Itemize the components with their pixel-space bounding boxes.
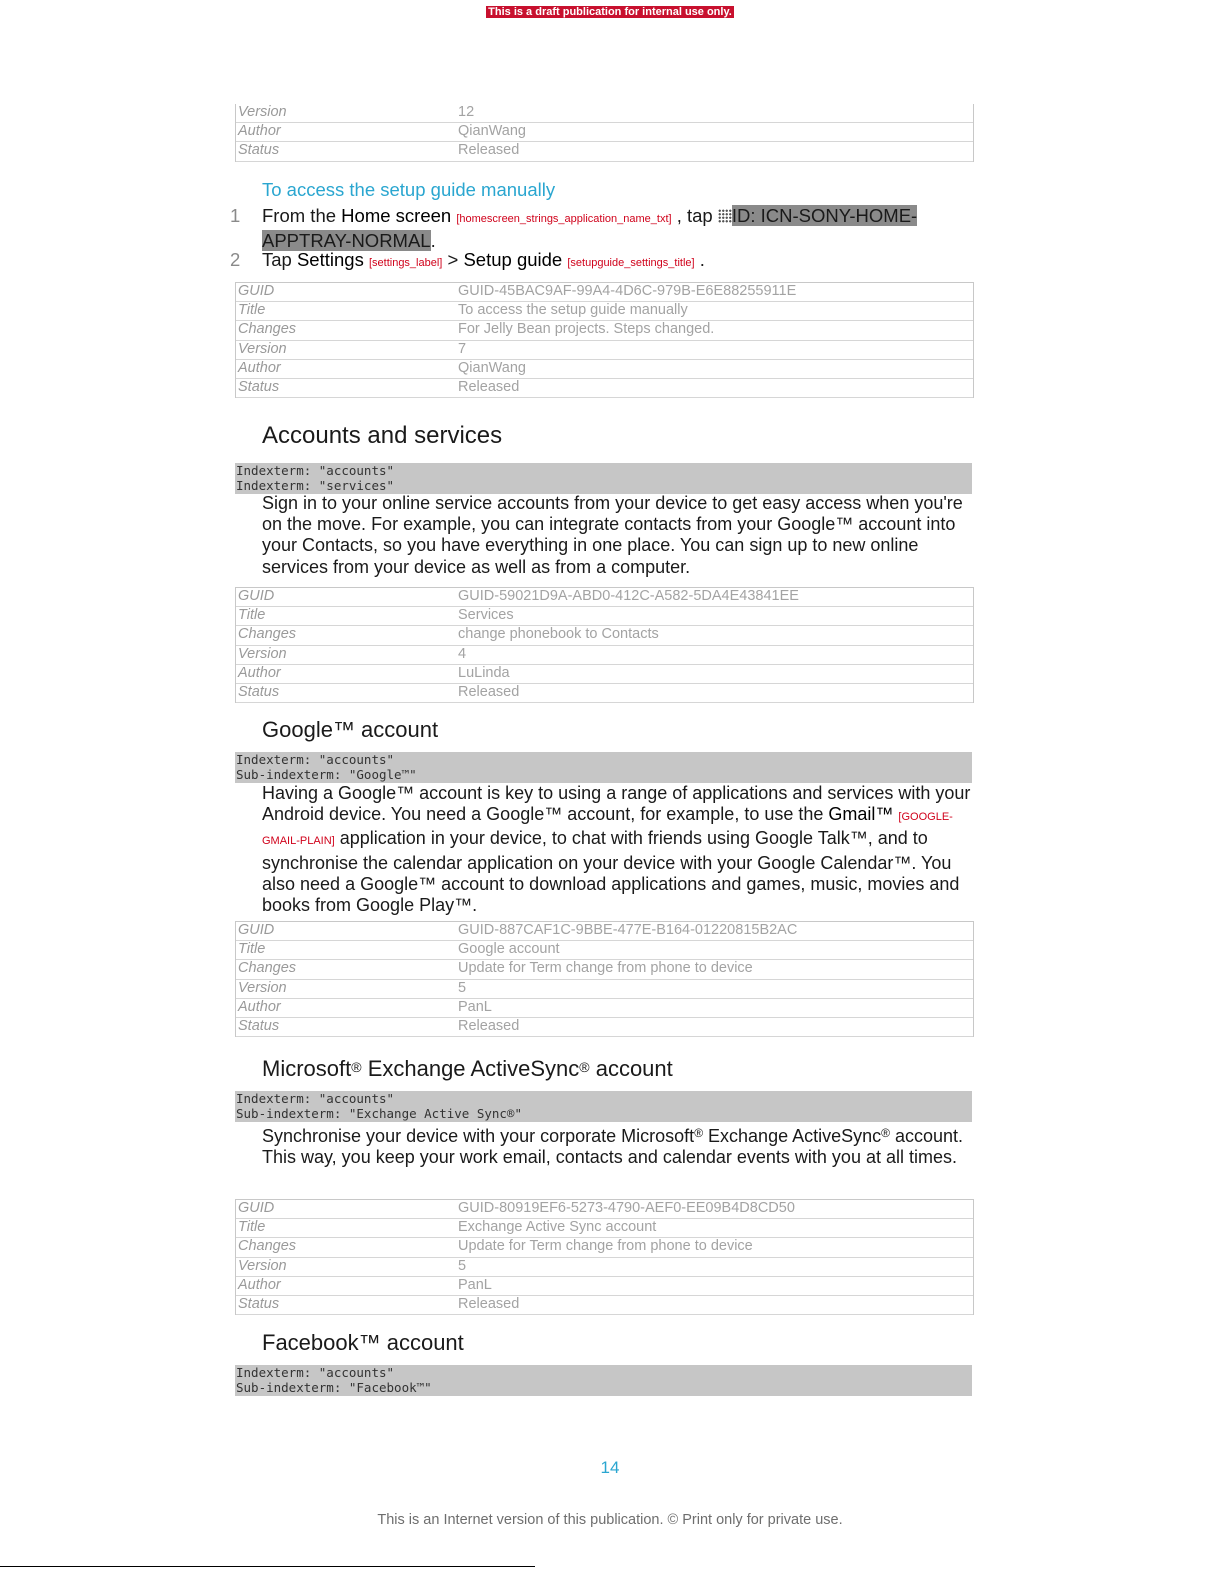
google-paragraph: Having a Google™ account is key to using a range of applications and services with your Android device. You need a Google™ account, for example, to use the Gmail™ [GOOGLE-GMAIL-PLAIN] application in your device, to chat with friends using Google Talk™, and to synchronise the calendar application on your device with your Google Calendar™. You also need a Google™ account to download applications and games, music, movies and books from Google Play™.	[262, 783, 971, 916]
meta-table-top	[235, 104, 974, 162]
meta-row: Title Services	[236, 607, 973, 626]
facebook-heading: Facebook™ account	[262, 1330, 464, 1355]
index-terms-google: Indexterm: "accounts" Sub-indexterm: "Google™"	[235, 752, 972, 783]
meta-row: Author PanL	[236, 1277, 973, 1296]
footer-notice: This is an Internet version of this publication. © Print only for private use.	[377, 1512, 843, 1528]
meta-row: GUID GUID-59021D9A-ABD0-412C-A582-5DA4E43841EE	[236, 588, 973, 607]
meta-row: Author PanL	[236, 999, 973, 1018]
google-heading: Google™ account	[262, 717, 439, 742]
meta-table-setup	[235, 282, 974, 398]
meta-row: Status Released	[236, 1018, 973, 1037]
meta-row: Status Released	[236, 1296, 973, 1315]
meta-row: Author LuLinda	[236, 665, 973, 684]
footer-divider	[0, 1566, 535, 1567]
meta-table-exchange	[235, 1199, 974, 1315]
meta-row: Status Released	[236, 379, 973, 398]
meta-row: Author QianWang	[236, 360, 973, 379]
exchange-paragraph: Synchronise your device with your corporate Microsoft® Exchange ActiveSync® account. This way, you keep your work email, contacts and calendar events with you at all times.	[262, 1126, 964, 1168]
exchange-heading: Microsoft® Exchange ActiveSync® account	[262, 1056, 673, 1081]
accounts-heading: Accounts and services	[262, 422, 503, 449]
draft-banner: This is a draft publication for internal use only.	[488, 6, 732, 18]
meta-row: GUID GUID-887CAF1C-9BBE-477E-B164-01220815B2AC	[236, 922, 973, 941]
meta-row: Version 5	[236, 980, 973, 999]
meta-row: Version 12	[236, 104, 973, 123]
meta-row: Version 4	[236, 646, 973, 665]
meta-row: Changes change phonebook to Contacts	[236, 626, 973, 645]
index-terms-accounts: Indexterm: "accounts" Indexterm: "services"	[235, 463, 972, 494]
meta-table-google	[235, 921, 974, 1037]
meta-row: Version 7	[236, 341, 973, 360]
meta-row: Title To access the setup guide manually	[236, 302, 973, 321]
meta-row: Changes Update for Term change from phone to device	[236, 960, 973, 979]
meta-row: Author QianWang	[236, 123, 973, 142]
meta-row: Changes For Jelly Bean projects. Steps changed.	[236, 321, 973, 340]
setup-heading: To access the setup guide manually	[262, 179, 556, 200]
meta-row: GUID GUID-80919EF6-5273-4790-AEF0-EE09B4D8CD50	[236, 1200, 973, 1219]
meta-row: Changes Update for Term change from phone to device	[236, 1238, 973, 1257]
accounts-paragraph: Sign in to your online service accounts from your device to get easy access when you're on the move. For example, you can integrate contacts from your Google™ account into your Contacts, so you have everything in one place. You can sign up to new online services from your device as well as from a computer.	[262, 493, 963, 577]
meta-row: GUID GUID-45BAC9AF-99A4-4D6C-979B-E6E88255911E	[236, 283, 973, 302]
meta-row: Title Exchange Active Sync account	[236, 1219, 973, 1238]
meta-row: Version 5	[236, 1258, 973, 1277]
app-tray-icon	[718, 209, 732, 223]
meta-row: Status Released	[236, 142, 973, 161]
page-number: 14	[600, 1458, 620, 1477]
meta-table-accounts	[235, 587, 974, 703]
meta-row: Title Google account	[236, 941, 973, 960]
index-terms-exchange: Indexterm: "accounts" Sub-indexterm: "Exchange Active Sync®"	[235, 1091, 972, 1122]
meta-row: Status Released	[236, 684, 973, 703]
index-terms-facebook: Indexterm: "accounts" Sub-indexterm: "Facebook™"	[235, 1365, 972, 1396]
